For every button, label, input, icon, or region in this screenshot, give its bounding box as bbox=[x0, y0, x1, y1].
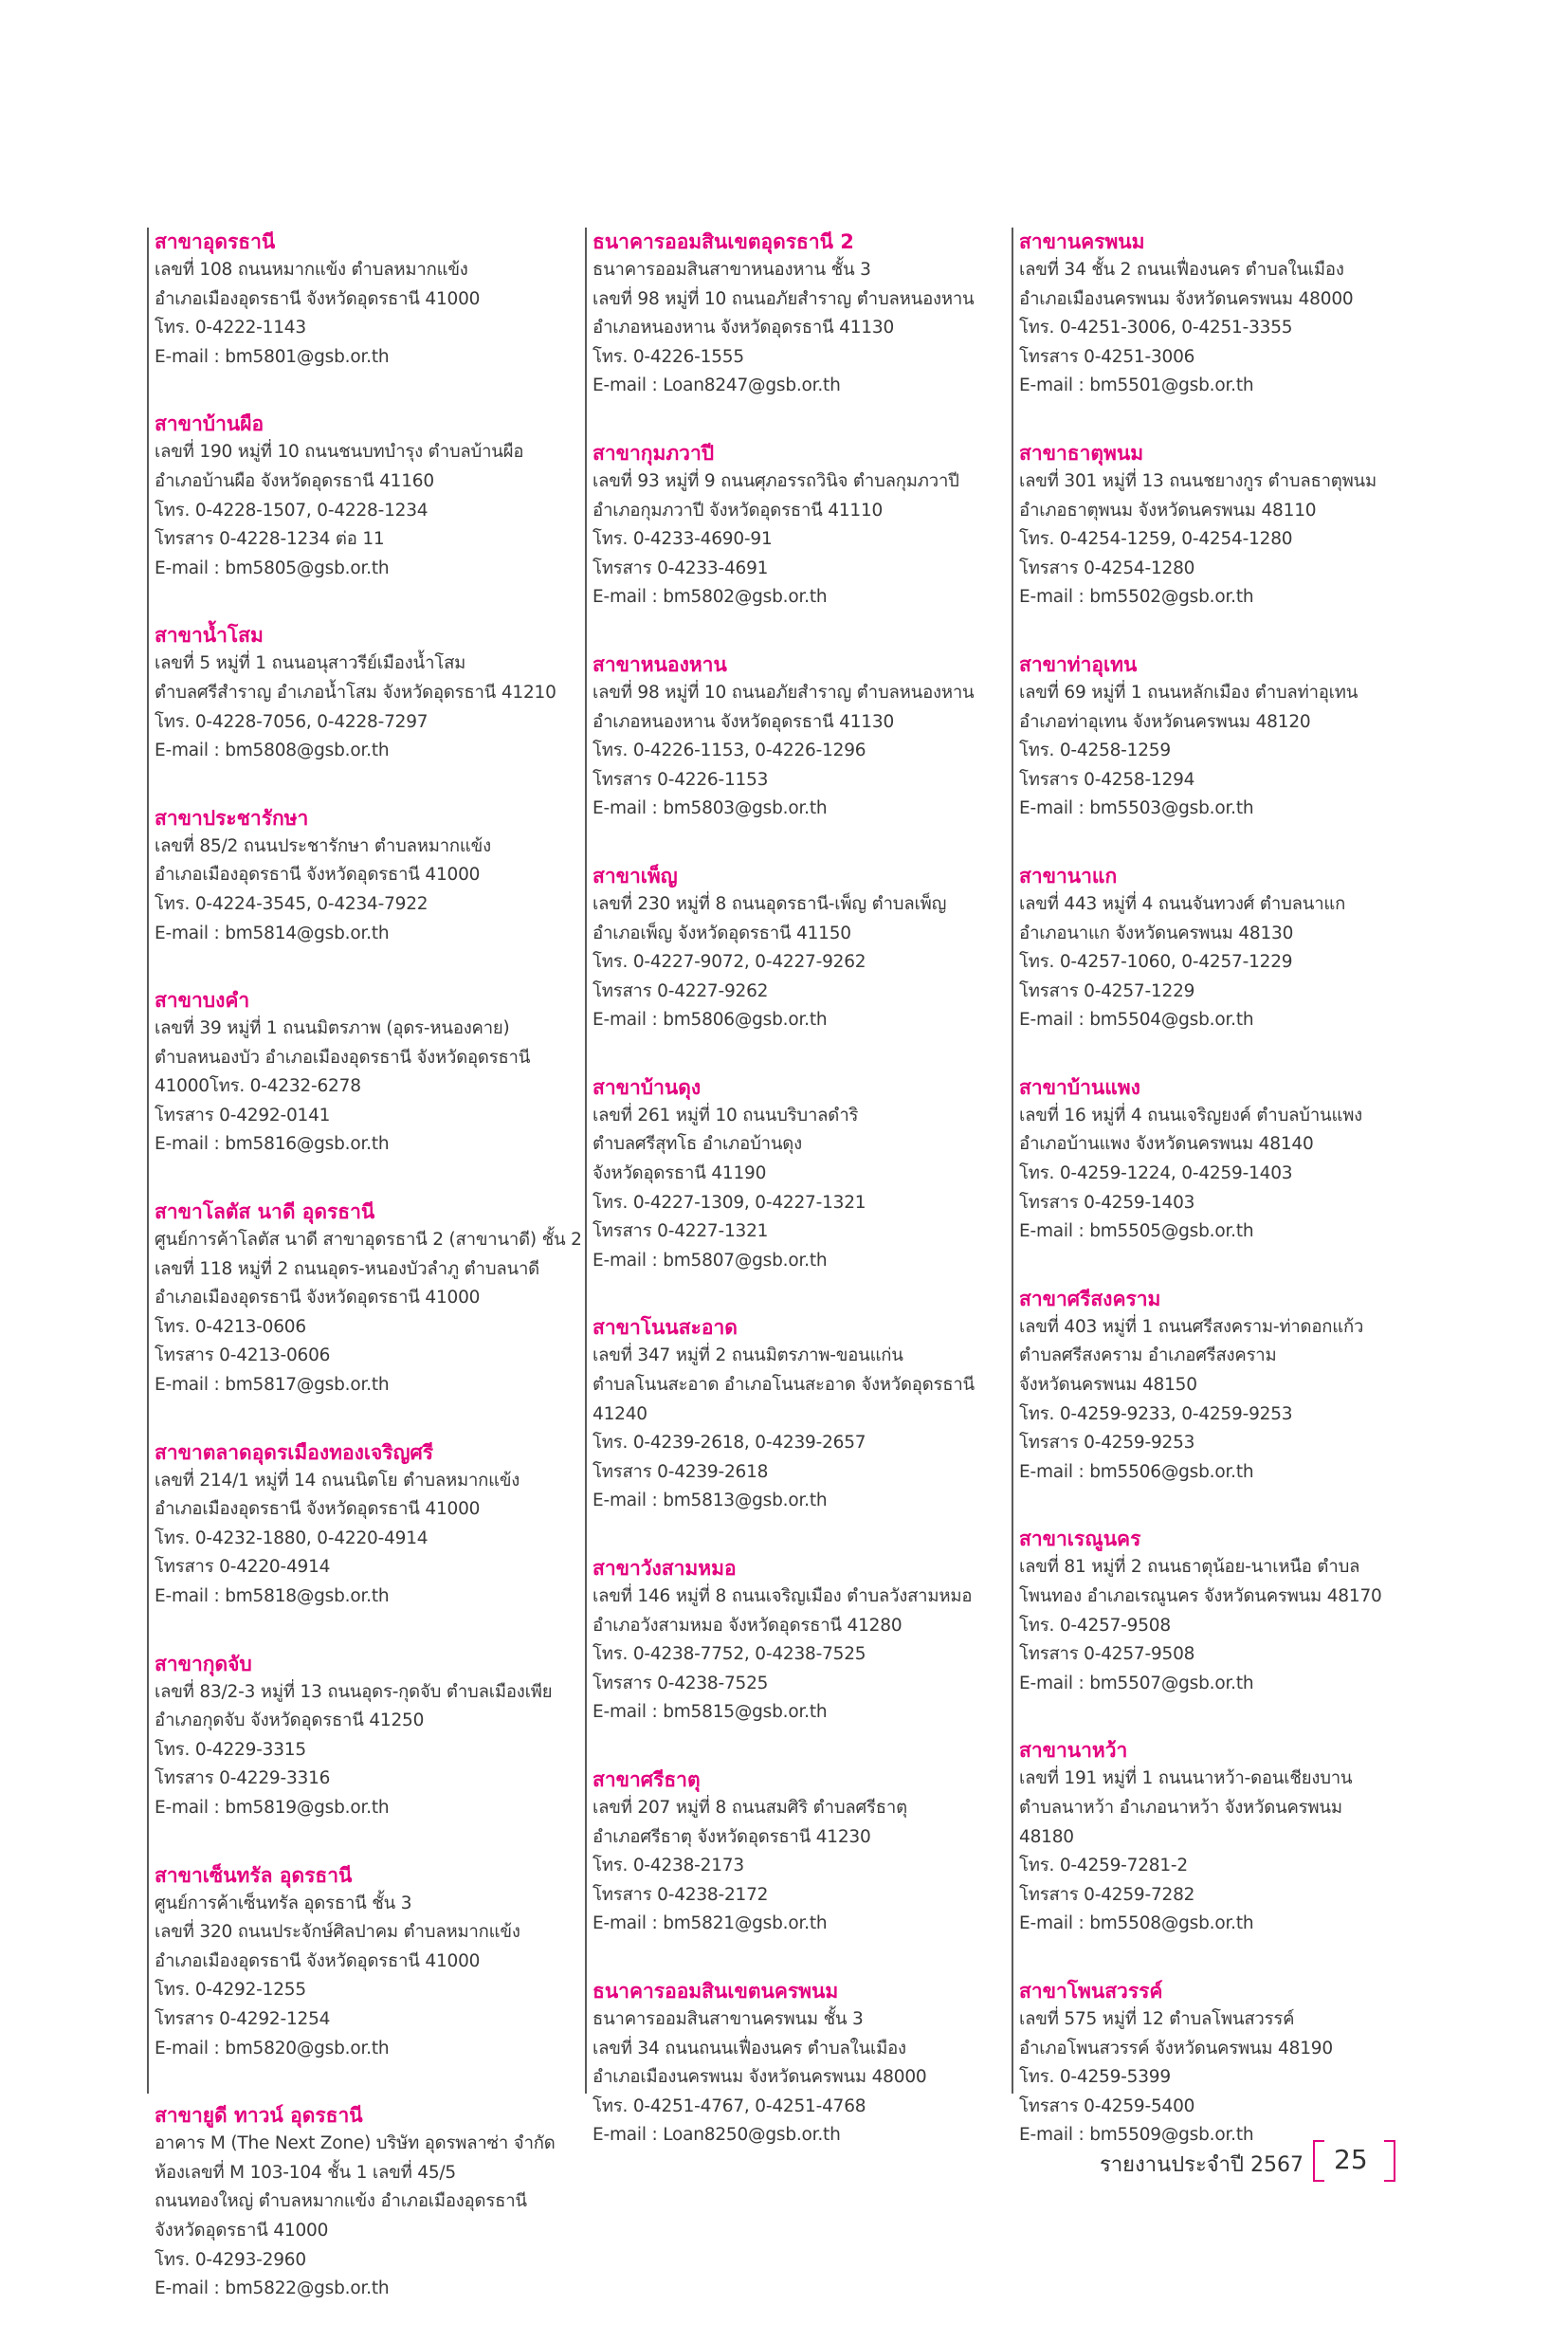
branch-detail-line: โทร. 0-4259-9233, 0-4259-9253 bbox=[1019, 1403, 1293, 1424]
branch-entry bbox=[155, 1198, 582, 1400]
branch-entry bbox=[155, 1438, 572, 1612]
branch-detail-line: เลขที่ 207 หมู่ที่ 8 ถนนสมศิริ ตำบลศรีธาตุ bbox=[593, 1797, 907, 1818]
branch-detail-line: โทร. 0-4227-1309, 0-4227-1321 bbox=[593, 1192, 866, 1213]
branch-email: E-mail : bm5822@gsb.or.th bbox=[155, 2278, 390, 2299]
branch-detail-line: อำเภอกุดจับ จังหวัดอุดรธานี 41250 bbox=[155, 1711, 425, 1731]
branch-detail-line: ธนาคารออมสินสาขานครพนม ชั้น 3 bbox=[593, 2008, 864, 2029]
branch-detail-line: โทร. 0-4257-9508 bbox=[1019, 1615, 1171, 1636]
branch-name: สาขาศรีสงคราม bbox=[1019, 1287, 1161, 1310]
branch-entry bbox=[155, 410, 572, 583]
branch-name: สาขาธาตุพนม bbox=[1019, 441, 1144, 465]
branch-email: E-mail : bm5506@gsb.or.th bbox=[1019, 1461, 1254, 1482]
branch-detail-line: ศูนย์การค้าเซ็นทรัล อุดรธานี ชั้น 3 bbox=[155, 1893, 412, 1913]
branch-detail-line: โทร. 0-4254-1259, 0-4254-1280 bbox=[1019, 529, 1293, 550]
branch-entry bbox=[1019, 228, 1436, 401]
branch-entry bbox=[593, 1977, 1010, 2150]
branch-detail-line: โทรสาร 0-4238-7525 bbox=[593, 1673, 769, 1693]
branch-detail-line: อำเภอเมืองอุดรธานี จังหวัดอุดรธานี 41000 bbox=[155, 1950, 481, 1971]
branch-detail-line: ห้องเลขที่ M 103-104 ชั้น 1 เลขที่ 45/5 bbox=[155, 2162, 457, 2183]
branch-email: E-mail : bm5509@gsb.or.th bbox=[1019, 2125, 1254, 2146]
branch-name: สาขาศรีธาตุ bbox=[593, 1767, 701, 1791]
branch-column-3 bbox=[1019, 228, 1436, 2188]
branch-detail-line: โทร. 0-4232-1880, 0-4220-4914 bbox=[155, 1528, 428, 1548]
branch-detail-line: ตำบลศรีสำราญ อำเภอน้ำโสม จังหวัดอุดรธานี 41210 bbox=[155, 682, 556, 703]
bracket-left-decoration bbox=[1313, 2140, 1324, 2182]
branch-entry bbox=[155, 1861, 572, 2064]
branch-entry bbox=[1019, 1285, 1436, 1488]
branch-detail-line: โทร. 0-4226-1555 bbox=[593, 346, 744, 367]
branch-detail-line: เลขที่ 443 หมู่ที่ 4 ถนนจันทวงศ์ ตำบลนาแก bbox=[1019, 893, 1346, 914]
branch-entry bbox=[593, 439, 1010, 613]
branch-email: E-mail : bm5505@gsb.or.th bbox=[1019, 1221, 1254, 1242]
branch-name: สาขากุดจับ bbox=[155, 1652, 252, 1675]
branch-email: E-mail : bm5808@gsb.or.th bbox=[155, 741, 390, 761]
branch-detail-line: เลขที่ 261 หมู่ที่ 10 ถนนบริบาลดำริ bbox=[593, 1105, 859, 1125]
branch-detail-line: โทรสาร 0-4228-1234 ต่อ 11 bbox=[155, 529, 385, 550]
branch-entry bbox=[1019, 650, 1436, 824]
branch-detail-line: อำเภอโพนสวรรค์ จังหวัดนครพนม 48190 bbox=[1019, 2038, 1333, 2058]
branch-name: สาขานาแก bbox=[1019, 864, 1118, 887]
branch-detail-line: ตำบลศรีสงคราม อำเภอศรีสงคราม bbox=[1019, 1345, 1277, 1366]
branch-detail-line: อำเภอเมืองนครพนม จังหวัดนครพนม 48000 bbox=[1019, 288, 1354, 309]
branch-detail-line: ตำบลศรีสุทโธ อำเภอบ้านดุง bbox=[593, 1134, 802, 1155]
branch-detail-line: เลขที่ 146 หมู่ที่ 8 ถนนเจริญเมือง ตำบลวังสามหมอ bbox=[593, 1586, 973, 1606]
branch-detail-line: เลขที่ 403 หมู่ที่ 1 ถนนศรีสงคราม-ท่าดอกแก้ว bbox=[1019, 1316, 1364, 1337]
branch-detail-line: เลขที่ 320 ถนนประจักษ์ศิลปาคม ตำบลหมากแข้ง bbox=[155, 1922, 520, 1943]
branch-detail-line: เลขที่ 34 ถนนถนนเฟื่องนคร ตำบลในเมือง bbox=[593, 2038, 906, 2058]
branch-column-2 bbox=[593, 228, 1010, 2188]
branch-detail-line: โทรสาร 0-4227-9262 bbox=[593, 980, 769, 1001]
branch-detail-line: โทร. 0-4251-4767, 0-4251-4768 bbox=[593, 2095, 866, 2116]
branch-detail-line: เลขที่ 230 หมู่ที่ 8 ถนนอุดรธานี-เพ็ญ ตำบลเพ็ญ bbox=[593, 893, 947, 914]
branch-detail-line: อำเภอเมืองอุดรธานี จังหวัดอุดรธานี 41000 bbox=[155, 288, 481, 309]
branch-detail-line: โทร. 0-4257-1060, 0-4257-1229 bbox=[1019, 952, 1293, 973]
branch-detail-line: เลขที่ 301 หมู่ที่ 13 ถนนชยางกูร ตำบลธาตุพนม bbox=[1019, 470, 1377, 491]
branch-email: E-mail : bm5805@gsb.or.th bbox=[155, 558, 390, 578]
branch-detail-line: เลขที่ 575 หมู่ที่ 12 ตำบลโพนสวรรค์ bbox=[1019, 2008, 1295, 2029]
branch-detail-line: ธนาคารออมสินสาขาหนองหาน ชั้น 3 bbox=[593, 260, 871, 280]
branch-name: ธนาคารออมสินเขตอุดรธานี 2 bbox=[593, 230, 854, 253]
branch-name: สาขาโนนสะอาด bbox=[593, 1316, 738, 1340]
branch-detail-line: อำเภอบ้านแพง จังหวัดนครพนม 48140 bbox=[1019, 1134, 1314, 1155]
branch-name: สาขาบ้านดุง bbox=[593, 1075, 702, 1099]
report-title: รายงานประจำปี 2567 bbox=[1100, 2153, 1304, 2177]
branch-name: สาขาเซ็นทรัล อุดรธานี bbox=[155, 1863, 353, 1887]
branch-entry bbox=[593, 1554, 1010, 1728]
branch-detail-line: โทรสาร 0-4227-1321 bbox=[593, 1221, 769, 1242]
branch-detail-line: โทรสาร 0-4257-9508 bbox=[1019, 1644, 1195, 1665]
branch-detail-line: โทร. 0-4239-2618, 0-4239-2657 bbox=[593, 1433, 866, 1454]
branch-detail-line: อำเภอธาตุพนม จังหวัดนครพนม 48110 bbox=[1019, 500, 1317, 521]
branch-detail-line: อำเภอท่าอุเทน จังหวัดนครพนม 48120 bbox=[1019, 711, 1311, 732]
branch-column-1 bbox=[155, 228, 582, 2342]
branch-name: สาขาท่าอุเทน bbox=[1019, 652, 1138, 676]
branch-detail-line: โทร. 0-4228-1507, 0-4228-1234 bbox=[155, 500, 428, 521]
branch-entry bbox=[1019, 1977, 1436, 2150]
branch-name: สาขาบ้านผือ bbox=[155, 412, 264, 436]
branch-detail-line: โทรสาร 0-4233-4691 bbox=[593, 558, 769, 578]
branch-name: สาขานครพนม bbox=[1019, 230, 1145, 253]
branch-detail-line: เลขที่ 16 หมู่ที่ 4 ถนนเจริญยงค์ ตำบลบ้านแพง bbox=[1019, 1105, 1363, 1125]
branch-detail-line: อำเภอเมืองนครพนม จังหวัดนครพนม 48000 bbox=[593, 2067, 927, 2088]
branch-email: E-mail : bm5806@gsb.or.th bbox=[593, 1010, 828, 1031]
branch-detail-line: เลขที่ 39 หมู่ที่ 1 ถนนมิตรภาพ (อุดร-หนองคาย) bbox=[155, 1018, 510, 1039]
branch-email: E-mail : bm5807@gsb.or.th bbox=[593, 1250, 828, 1271]
branch-detail-line: เลขที่ 190 หมู่ที่ 10 ถนนชนบทบำรุง ตำบลบ้านผือ bbox=[155, 442, 524, 463]
branch-email: E-mail : bm5813@gsb.or.th bbox=[593, 1491, 828, 1511]
branch-detail-line: โทรสาร 0-4259-9253 bbox=[1019, 1433, 1195, 1454]
branch-detail-line: โทรสาร 0-4292-0141 bbox=[155, 1105, 331, 1125]
branch-detail-line: เลขที่ 98 หมู่ที่ 10 ถนนอภัยสำราญ ตำบลหนองหาน bbox=[593, 288, 975, 309]
branch-detail-line: เลขที่ 118 หมู่ที่ 2 ถนนอุดร-หนองบัวลำภู ตำบลนาดี bbox=[155, 1258, 539, 1279]
branch-name: สาขาตลาดอุดรเมืองทองเจริญศรี bbox=[155, 1440, 434, 1464]
branch-entry bbox=[155, 1650, 572, 1823]
branch-detail-line: โทรสาร 0-4238-2172 bbox=[593, 1884, 769, 1905]
branch-detail-line: อำเภอเมืองอุดรธานี จังหวัดอุดรธานี 41000 bbox=[155, 1499, 481, 1520]
branch-email: E-mail : bm5819@gsb.or.th bbox=[155, 1797, 390, 1818]
page-number: 25 bbox=[1334, 2144, 1368, 2175]
branch-entry bbox=[1019, 1736, 1436, 1939]
branch-detail-line: โทร. 0-4259-1224, 0-4259-1403 bbox=[1019, 1163, 1293, 1184]
branch-detail-line: โทร. 0-4238-7752, 0-4238-7525 bbox=[593, 1644, 866, 1665]
branch-email: E-mail : Loan8250@gsb.or.th bbox=[593, 2125, 841, 2146]
branch-detail-line: โทรสาร 0-4257-1229 bbox=[1019, 980, 1195, 1001]
branch-entry bbox=[593, 1766, 1010, 1939]
branch-name: สาขาโพนสวรรค์ bbox=[1019, 1979, 1163, 2003]
branch-entry bbox=[155, 2101, 572, 2304]
branch-detail-line: อำเภอกุมภวาปี จังหวัดอุดรธานี 41110 bbox=[593, 500, 884, 521]
branch-detail-line: เลขที่ 214/1 หมู่ที่ 14 ถนนนิตโย ตำบลหมากแข้ง bbox=[155, 1470, 520, 1491]
branch-entry bbox=[1019, 862, 1436, 1035]
branch-detail-line: โทรสาร 0-4220-4914 bbox=[155, 1557, 331, 1578]
bracket-right-decoration bbox=[1384, 2140, 1395, 2182]
branch-detail-line: 48180 bbox=[1019, 1826, 1074, 1847]
branch-detail-line: โทร. 0-4251-3006, 0-4251-3355 bbox=[1019, 318, 1293, 338]
branch-entry bbox=[155, 986, 572, 1160]
branch-detail-line: โทรสาร 0-4229-3316 bbox=[155, 1768, 331, 1789]
branch-detail-line: เลขที่ 108 ถนนหมากแข้ง ตำบลหมากแข้ง bbox=[155, 260, 468, 280]
branch-email: E-mail : bm5801@gsb.or.th bbox=[155, 346, 390, 367]
branch-detail-line: โทรสาร 0-4259-5400 bbox=[1019, 2095, 1195, 2116]
branch-entry bbox=[155, 228, 572, 372]
branch-name: สาขาโลตัส นาดี อุดรธานี bbox=[155, 1200, 375, 1224]
branch-name: สาขาอุดรธานี bbox=[155, 230, 276, 253]
branch-entry bbox=[593, 1073, 1010, 1276]
branch-detail-line: อำเภอศรีธาตุ จังหวัดอุดรธานี 41230 bbox=[593, 1826, 871, 1847]
branch-detail-line: ศูนย์การค้าโลตัส นาดี สาขาอุดรธานี 2 (สาขานาดี) ชั้น 2 bbox=[155, 1230, 582, 1251]
branch-detail-line: โทรสาร 0-4259-1403 bbox=[1019, 1192, 1195, 1213]
branch-detail-line: จังหวัดนครพนม 48150 bbox=[1019, 1375, 1197, 1396]
branch-detail-line: ตำบลโนนสะอาด อำเภอโนนสะอาด จังหวัดอุดรธานี bbox=[593, 1375, 975, 1396]
branch-name: สาขากุมภวาปี bbox=[593, 441, 715, 465]
branch-email: E-mail : bm5507@gsb.or.th bbox=[1019, 1673, 1254, 1693]
page-footer bbox=[1100, 2140, 1413, 2182]
branch-email: E-mail : bm5818@gsb.or.th bbox=[155, 1586, 390, 1606]
branch-detail-line: เลขที่ 347 หมู่ที่ 2 ถนนมิตรภาพ-ขอนแก่น bbox=[593, 1345, 903, 1366]
branch-email: E-mail : bm5816@gsb.or.th bbox=[155, 1134, 390, 1155]
branch-detail-line: อำเภอเพ็ญ จังหวัดอุดรธานี 41150 bbox=[593, 923, 851, 943]
branch-entry bbox=[593, 862, 1010, 1035]
branch-detail-line: โทรสาร 0-4239-2618 bbox=[593, 1461, 769, 1482]
branch-email: E-mail : bm5814@gsb.or.th bbox=[155, 923, 390, 943]
branch-email: E-mail : bm5815@gsb.or.th bbox=[593, 1702, 828, 1723]
branch-detail-line: โทรสาร 0-4259-7282 bbox=[1019, 1884, 1195, 1905]
branch-name: สาขานาหว้า bbox=[1019, 1739, 1128, 1763]
branch-entry bbox=[593, 650, 1010, 824]
branch-email: E-mail : bm5817@gsb.or.th bbox=[155, 1375, 390, 1396]
branch-email: E-mail : bm5504@gsb.or.th bbox=[1019, 1010, 1254, 1031]
branch-entry bbox=[593, 1313, 1010, 1516]
branch-name: สาขาเรณูนคร bbox=[1019, 1528, 1141, 1551]
branch-detail-line: โพนทอง อำเภอเรณูนคร จังหวัดนครพนม 48170 bbox=[1019, 1586, 1382, 1606]
branch-detail-line: เลขที่ 83/2-3 หมู่ที่ 13 ถนนอุดร-กุดจับ ตำบลเมืองเพีย bbox=[155, 1681, 553, 1702]
branch-detail-line: โทร. 0-4222-1143 bbox=[155, 318, 306, 338]
branch-detail-line: ตำบลหนองบัว อำเภอเมืองอุดรธานี จังหวัดอุดรธานี bbox=[155, 1047, 531, 1068]
branch-detail-line: โทรสาร 0-4292-1254 bbox=[155, 2008, 331, 2029]
branch-email: E-mail : bm5503@gsb.or.th bbox=[1019, 798, 1254, 819]
branch-email: E-mail : bm5508@gsb.or.th bbox=[1019, 1913, 1254, 1934]
branch-email: E-mail : bm5820@gsb.or.th bbox=[155, 2038, 390, 2058]
branch-detail-line: เลขที่ 191 หมู่ที่ 1 ถนนนาหว้า-ดอนเชียงบาน bbox=[1019, 1768, 1353, 1789]
branch-detail-line: โทรสาร 0-4226-1153 bbox=[593, 769, 769, 790]
branch-detail-line: อำเภอบ้านผือ จังหวัดอุดรธานี 41160 bbox=[155, 470, 434, 491]
branch-detail-line: เลขที่ 69 หมู่ที่ 1 ถนนหลักเมือง ตำบลท่าอุเทน bbox=[1019, 682, 1358, 703]
branch-detail-line: อาคาร M (The Next Zone) บริษัท อุดรพลาซ่า จำกัด bbox=[155, 2133, 556, 2154]
branch-email: E-mail : Loan8247@gsb.or.th bbox=[593, 375, 841, 396]
branch-detail-line: โทร. 0-4293-2960 bbox=[155, 2249, 306, 2270]
branch-name: สาขาประชารักษา bbox=[155, 806, 309, 830]
branch-detail-line: เลขที่ 93 หมู่ที่ 9 ถนนศุภอรรถวินิจ ตำบลกุมภวาปี bbox=[593, 470, 959, 491]
branch-detail-line: โทร. 0-4224-3545, 0-4234-7922 bbox=[155, 893, 428, 914]
branch-detail-line: ถนนทองใหญ่ ตำบลหมากแข้ง อำเภอเมืองอุดรธานี bbox=[155, 2191, 527, 2212]
branch-name: สาขาเพ็ญ bbox=[593, 864, 678, 887]
branch-detail-line: เลขที่ 34 ชั้น 2 ถนนเฟื่องนคร ตำบลในเมือง bbox=[1019, 260, 1344, 280]
branch-entry bbox=[1019, 1525, 1436, 1698]
branch-detail-line: โทร. 0-4228-7056, 0-4228-7297 bbox=[155, 711, 428, 732]
branch-name: สาขาบงคำ bbox=[155, 989, 250, 1013]
branch-entry bbox=[1019, 1073, 1436, 1247]
branch-detail-line: โทร. 0-4258-1259 bbox=[1019, 741, 1171, 761]
branch-email: E-mail : bm5501@gsb.or.th bbox=[1019, 375, 1254, 396]
branch-detail-line: โทร. 0-4227-9072, 0-4227-9262 bbox=[593, 952, 866, 973]
branch-name: สาขาน้ำโสม bbox=[155, 624, 264, 648]
branch-detail-line: โทรสาร 0-4254-1280 bbox=[1019, 558, 1195, 578]
branch-detail-line: อำเภอนาแก จังหวัดนครพนม 48130 bbox=[1019, 923, 1294, 943]
branch-entry bbox=[155, 804, 572, 948]
branch-detail-line: อำเภอเมืองอุดรธานี จังหวัดอุดรธานี 41000 bbox=[155, 865, 481, 886]
branch-detail-line: โทร. 0-4233-4690-91 bbox=[593, 529, 773, 550]
branch-detail-line: อำเภอเมืองอุดรธานี จังหวัดอุดรธานี 41000 bbox=[155, 1288, 481, 1308]
branch-detail-line: โทร. 0-4292-1255 bbox=[155, 1980, 306, 2001]
branch-detail-line: ตำบลนาหว้า อำเภอนาหว้า จังหวัดนครพนม bbox=[1019, 1797, 1342, 1818]
branch-detail-line: โทรสาร 0-4258-1294 bbox=[1019, 769, 1195, 790]
branch-detail-line: โทรสาร 0-4251-3006 bbox=[1019, 346, 1195, 367]
branch-detail-line: เลขที่ 81 หมู่ที่ 2 ถนนธาตุน้อย-นาเหนือ ตำบล bbox=[1019, 1557, 1360, 1578]
branch-name: สาขาหนองหาน bbox=[593, 652, 727, 676]
branch-detail-line: อำเภอหนองหาน จังหวัดอุดรธานี 41130 bbox=[593, 711, 895, 732]
branch-email: E-mail : bm5821@gsb.or.th bbox=[593, 1913, 828, 1934]
branch-entry bbox=[593, 228, 1010, 401]
branch-name: สาขายูดี ทาวน์ อุดรธานี bbox=[155, 2104, 363, 2128]
branch-email: E-mail : bm5803@gsb.or.th bbox=[593, 798, 828, 819]
branch-detail-line: จังหวัดอุดรธานี 41000 bbox=[155, 2220, 329, 2241]
branch-detail-line: 41240 bbox=[593, 1403, 647, 1424]
branch-email: E-mail : bm5802@gsb.or.th bbox=[593, 587, 828, 608]
branch-email: E-mail : bm5502@gsb.or.th bbox=[1019, 587, 1254, 608]
branch-name: สาขาวังสามหมอ bbox=[593, 1557, 737, 1580]
branch-detail-line: อำเภอวังสามหมอ จังหวัดอุดรธานี 41280 bbox=[593, 1615, 903, 1636]
branch-detail-line: เลขที่ 98 หมู่ที่ 10 ถนนอภัยสำราญ ตำบลหนองหาน bbox=[593, 682, 975, 703]
branch-detail-line: เลขที่ 5 หมู่ที่ 1 ถนนอนุสาวรีย์เมืองน้ำโสม bbox=[155, 653, 466, 674]
branch-detail-line: โทร. 0-4226-1153, 0-4226-1296 bbox=[593, 741, 866, 761]
branch-name: ธนาคารออมสินเขตนครพนม bbox=[593, 1979, 839, 2003]
branch-detail-line: โทร. 0-4238-2173 bbox=[593, 1856, 744, 1876]
branch-detail-line: โทร. 0-4229-3315 bbox=[155, 1739, 306, 1760]
branch-detail-line: โทร. 0-4213-0606 bbox=[155, 1316, 306, 1337]
branch-entry bbox=[1019, 439, 1436, 613]
branch-detail-line: โทร. 0-4259-5399 bbox=[1019, 2067, 1171, 2088]
branch-entry bbox=[155, 621, 572, 765]
branch-detail-line: โทร. 0-4259-7281-2 bbox=[1019, 1856, 1188, 1876]
branch-detail-line: อำเภอหนองหาน จังหวัดอุดรธานี 41130 bbox=[593, 318, 895, 338]
branch-detail-line: 41000โทร. 0-4232-6278 bbox=[155, 1076, 361, 1097]
branch-detail-line: โทรสาร 0-4213-0606 bbox=[155, 1345, 331, 1366]
branch-detail-line: เลขที่ 85/2 ถนนประชารักษา ตำบลหมากแข้ง bbox=[155, 835, 491, 856]
branch-detail-line: จังหวัดอุดรธานี 41190 bbox=[593, 1163, 767, 1184]
branch-name: สาขาบ้านแพง bbox=[1019, 1075, 1140, 1099]
